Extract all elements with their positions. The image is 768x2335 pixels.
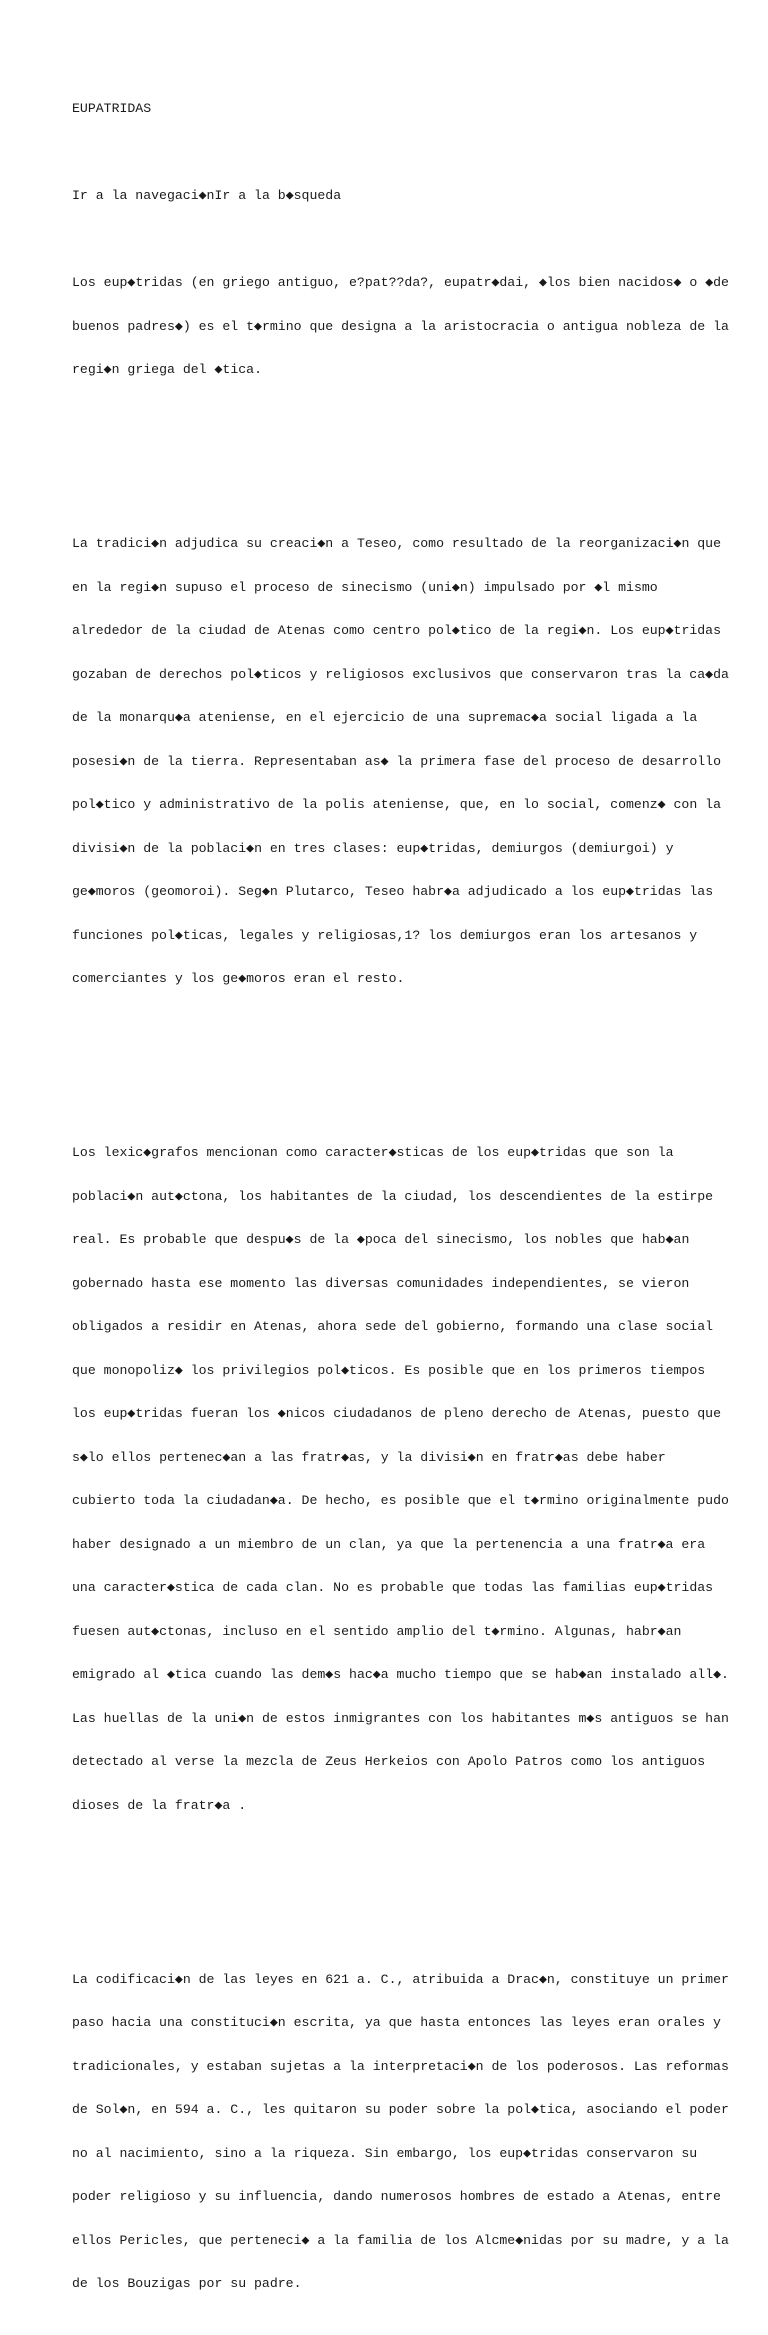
text-line: cubierto toda la ciudadan◆a. De hecho, es posible que el t◆rmino originalmente pudo: [72, 1493, 729, 1508]
text-line: funciones pol◆ticas, legales y religiosas,1? los demiurgos eran los artesanos y: [72, 927, 698, 943]
text-line: divisi◆n de la poblaci◆n en tres clases: eup◆tridas, demiurgos (demiurgoi) y: [72, 840, 674, 856]
paragraph-origin: [72, 508, 729, 1016]
spacer: [72, 1059, 712, 1074]
paragraph-codification: [72, 1944, 729, 2321]
document-page: [72, 73, 729, 2335]
text-line: ge◆moros (geomoroi). Seg◆n Plutarco, Teseo habr◆a adjudicado a los eup◆tridas las: [72, 884, 714, 899]
text-line: emigrado al ◆tica cuando las dem◆s hac◆a mucho tiempo que se hab◆an instalado all◆.: [72, 1667, 729, 1682]
text-line: La codificaci◆n de las leyes en 621 a. C., atribuida a Drac◆n, constituye un primer: [72, 1971, 729, 1987]
text-line: no al nacimiento, sino a la riqueza. Sin embargo, los eup◆tridas conservaron su: [72, 2145, 698, 2161]
text-line: real. Es probable que despu◆s de la ◆poca del sinecismo, los nobles que hab◆an: [72, 1232, 690, 1247]
text-line: una caracter◆stica de cada clan. No es probable que todas las familias eup◆tridas: [72, 1580, 714, 1595]
text-line: gozaban de derechos pol◆ticos y religiosos exclusivos que conservaron tras la ca◆da: [72, 666, 729, 682]
text-line: de los Bouzigas por su padre.: [72, 2276, 302, 2291]
paragraph-lexicographers: [72, 1117, 729, 1842]
text-line: La tradici◆n adjudica su creaci◆n a Teseo, como resultado de la reorganizaci◆n que: [72, 536, 722, 551]
spacer: [72, 146, 712, 161]
text-line: s◆lo ellos pertenec◆an a las fratr◆as, y la divisi◆n en fratr◆as debe haber: [72, 1449, 666, 1465]
text-line: regi◆n griega del ◆tica.: [72, 362, 262, 377]
text-line: Los lexic◆grafos mencionan como caracter◆sticas de los eup◆tridas que son la: [72, 1145, 674, 1160]
text-line: poblaci◆n aut◆ctona, los habitantes de la ciudad, los descendientes de la estirpe: [72, 1188, 714, 1204]
text-line: paso hacia una constituci◆n escrita, ya que hasta entonces las leyes eran orales y: [72, 2015, 721, 2030]
navigation-skip-line: Ir a la navegaci◆nIr a la b◆squeda: [72, 188, 342, 203]
intro-paragraph: [72, 247, 729, 407]
text-line: pol◆tico y administrativo de la polis ateniense, que, en lo social, comenz◆ con la: [72, 797, 721, 812]
text-line: de Sol◆n, en 594 a. C., les quitaron su poder sobre la pol◆tica, asociando el poder: [72, 2102, 729, 2117]
text-line: Las huellas de la uni◆n de estos inmigrantes con los habitantes m◆s antiguos se han: [72, 1710, 729, 1726]
text-line: dioses de la fratr◆a .: [72, 1797, 247, 1813]
text-line: alrededor de la ciudad de Atenas como centro pol◆tico de la regi◆n. Los eup◆tridas: [72, 623, 722, 638]
text-line: de la monarqu◆a ateniense, en el ejercicio de una supremac◆a social ligada a la: [72, 710, 698, 725]
document-title: EUPATRIDAS: [72, 101, 152, 116]
text-line: ellos Pericles, que perteneci◆ a la familia de los Alcme◆nidas por su madre, y a la: [72, 2232, 729, 2248]
text-line: obligados a residir en Atenas, ahora sede del gobierno, formando una clase social: [72, 1319, 714, 1334]
text-line: poder religioso y su influencia, dando numerosos hombres de estado a Atenas, entre: [72, 2189, 721, 2204]
text-line: comerciantes y los ge◆moros eran el resto.: [72, 971, 405, 986]
text-line: buenos padres◆) es el t◆rmino que designa a la aristocracia o antigua nobleza de la: [72, 318, 729, 334]
spacer: [72, 450, 712, 465]
text-line: gobernado hasta ese momento las diversas comunidades independientes, se vieron: [72, 1275, 690, 1291]
text-line: en la regi◆n supuso el proceso de sinecismo (uni◆n) impulsado por ◆l mismo: [72, 579, 658, 595]
text-line: posesi◆n de la tierra. Representaban as◆ la primera fase del proceso de desarrollo: [72, 753, 721, 769]
text-line: los eup◆tridas fueran los ◆nicos ciudadanos de pleno derecho de Atenas, puesto que: [72, 1406, 721, 1421]
spacer: [72, 1886, 712, 1901]
text-line: haber designado a un miembro de un clan, ya que la pertenencia a una fratr◆a era: [72, 1536, 706, 1552]
text-line: Los eup◆tridas (en griego antiguo, e?pat??da?, eupatr◆dai, ◆los bien nacidos◆ o ◆de: [72, 275, 729, 290]
text-line: que monopoliz◆ los privilegios pol◆ticos. Es posible que en los primeros tiempos: [72, 1362, 706, 1378]
text-line: detectado al verse la mezcla de Zeus Herkeios con Apolo Patros como los antiguos: [72, 1754, 706, 1769]
text-line: fuesen aut◆ctonas, incluso en el sentido amplio del t◆rmino. Algunas, habr◆an: [72, 1623, 682, 1639]
text-line: tradicionales, y estaban sujetas a la interpretaci◆n de los poderosos. Las reformas: [72, 2058, 729, 2074]
